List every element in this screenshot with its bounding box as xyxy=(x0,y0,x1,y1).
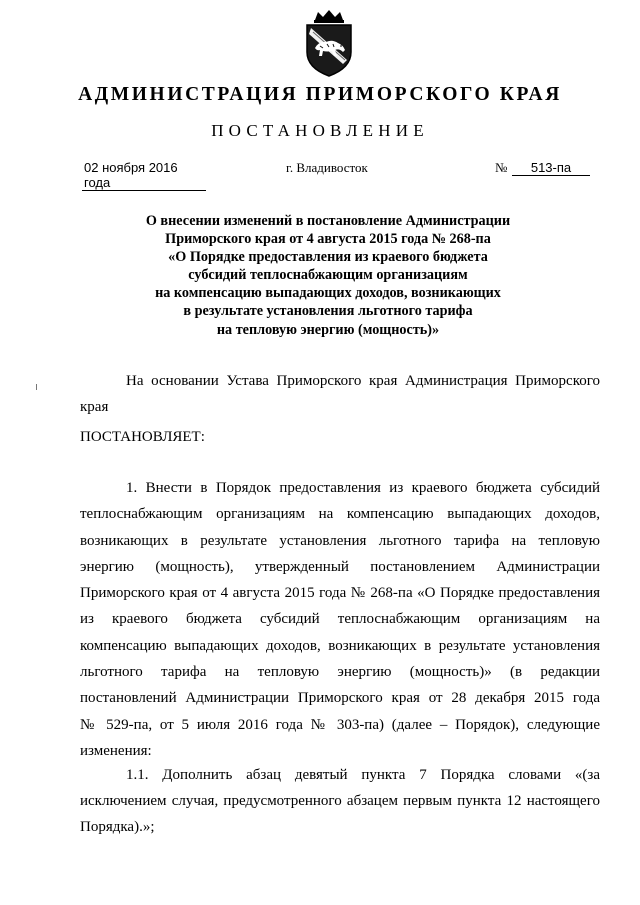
paragraph-line: изменения: xyxy=(80,742,152,759)
paragraph-line: края xyxy=(80,399,109,415)
decree-word: ПОСТАНОВЛЯЕТ: xyxy=(80,429,205,445)
title-line: в результате установления льготного тарифа xyxy=(183,303,473,320)
paragraph-line: На основании Устава Приморского края Администрация Приморского xyxy=(126,373,600,389)
paragraph-1-1 xyxy=(80,762,600,840)
paragraph-line: компенсацию выпадающих доходов, возникающих в результате установления xyxy=(80,637,600,654)
primorsky-coat-of-arms-icon xyxy=(299,8,359,78)
paragraph-line: энергию (мощность), утвержденный постановлением Администрации xyxy=(80,558,600,575)
paragraph-line: теплоснабжающим организациям на компенсацию выпадающих доходов, xyxy=(80,506,600,523)
paragraph-line: исключением случая, предусмотренного абзацем первым пункта 12 настоящего xyxy=(80,793,600,809)
title-line: «О Порядке предоставления из краевого бюджета xyxy=(168,249,488,266)
paragraph-line: № 529-па, от 5 июля 2016 года № 303-па) (далее – Порядок), следующие xyxy=(80,716,600,733)
organization-name: АДМИНИСТРАЦИЯ ПРИМОРСКОГО КРАЯ xyxy=(78,84,562,105)
document-number: 513-па xyxy=(512,160,590,176)
document-date: 02 ноября 2016 года xyxy=(82,160,206,191)
paragraph-line: Приморского края от 4 августа 2015 года № 268-па «О Порядке предоставления xyxy=(80,585,600,602)
title-line: на компенсацию выпадающих доходов, возникающих xyxy=(155,285,501,302)
title-line: субсидий теплоснабжающим организациям xyxy=(188,267,468,284)
paragraph-line: льготного тарифа на тепловую энергию (мощность)» (в редакции xyxy=(80,664,600,681)
margin-mark xyxy=(36,384,37,390)
paragraph-line: из краевого бюджета субсидий теплоснабжающим организациям на xyxy=(80,611,600,628)
paragraph-1 xyxy=(80,475,600,764)
paragraph-line: возникающих в результате установления льготного тарифа на тепловую xyxy=(80,532,600,549)
title-line: Приморского края от 4 августа 2015 года № 268-па xyxy=(165,231,491,248)
title-line: на тепловую энергию (мощность)» xyxy=(216,321,440,338)
document-title xyxy=(120,212,536,339)
paragraph-line: постановлений Администрации Приморского края от 28 декабря 2015 года xyxy=(80,690,600,707)
document-type: ПОСТАНОВЛЕНИЕ xyxy=(211,121,429,140)
paragraph-line: 1. Внести в Порядок предоставления из краевого бюджета субсидий xyxy=(126,480,600,496)
title-line: О внесении изменений в постановление Администрации xyxy=(145,213,511,229)
document-number-label: № xyxy=(495,160,508,175)
paragraph-line: Порядка).»; xyxy=(80,819,155,835)
preamble-paragraph xyxy=(80,368,600,420)
paragraph-line: 1.1. Дополнить абзац девятый пункта 7 Порядка словами «(за xyxy=(126,767,600,783)
document-city: г. Владивосток xyxy=(286,160,368,175)
